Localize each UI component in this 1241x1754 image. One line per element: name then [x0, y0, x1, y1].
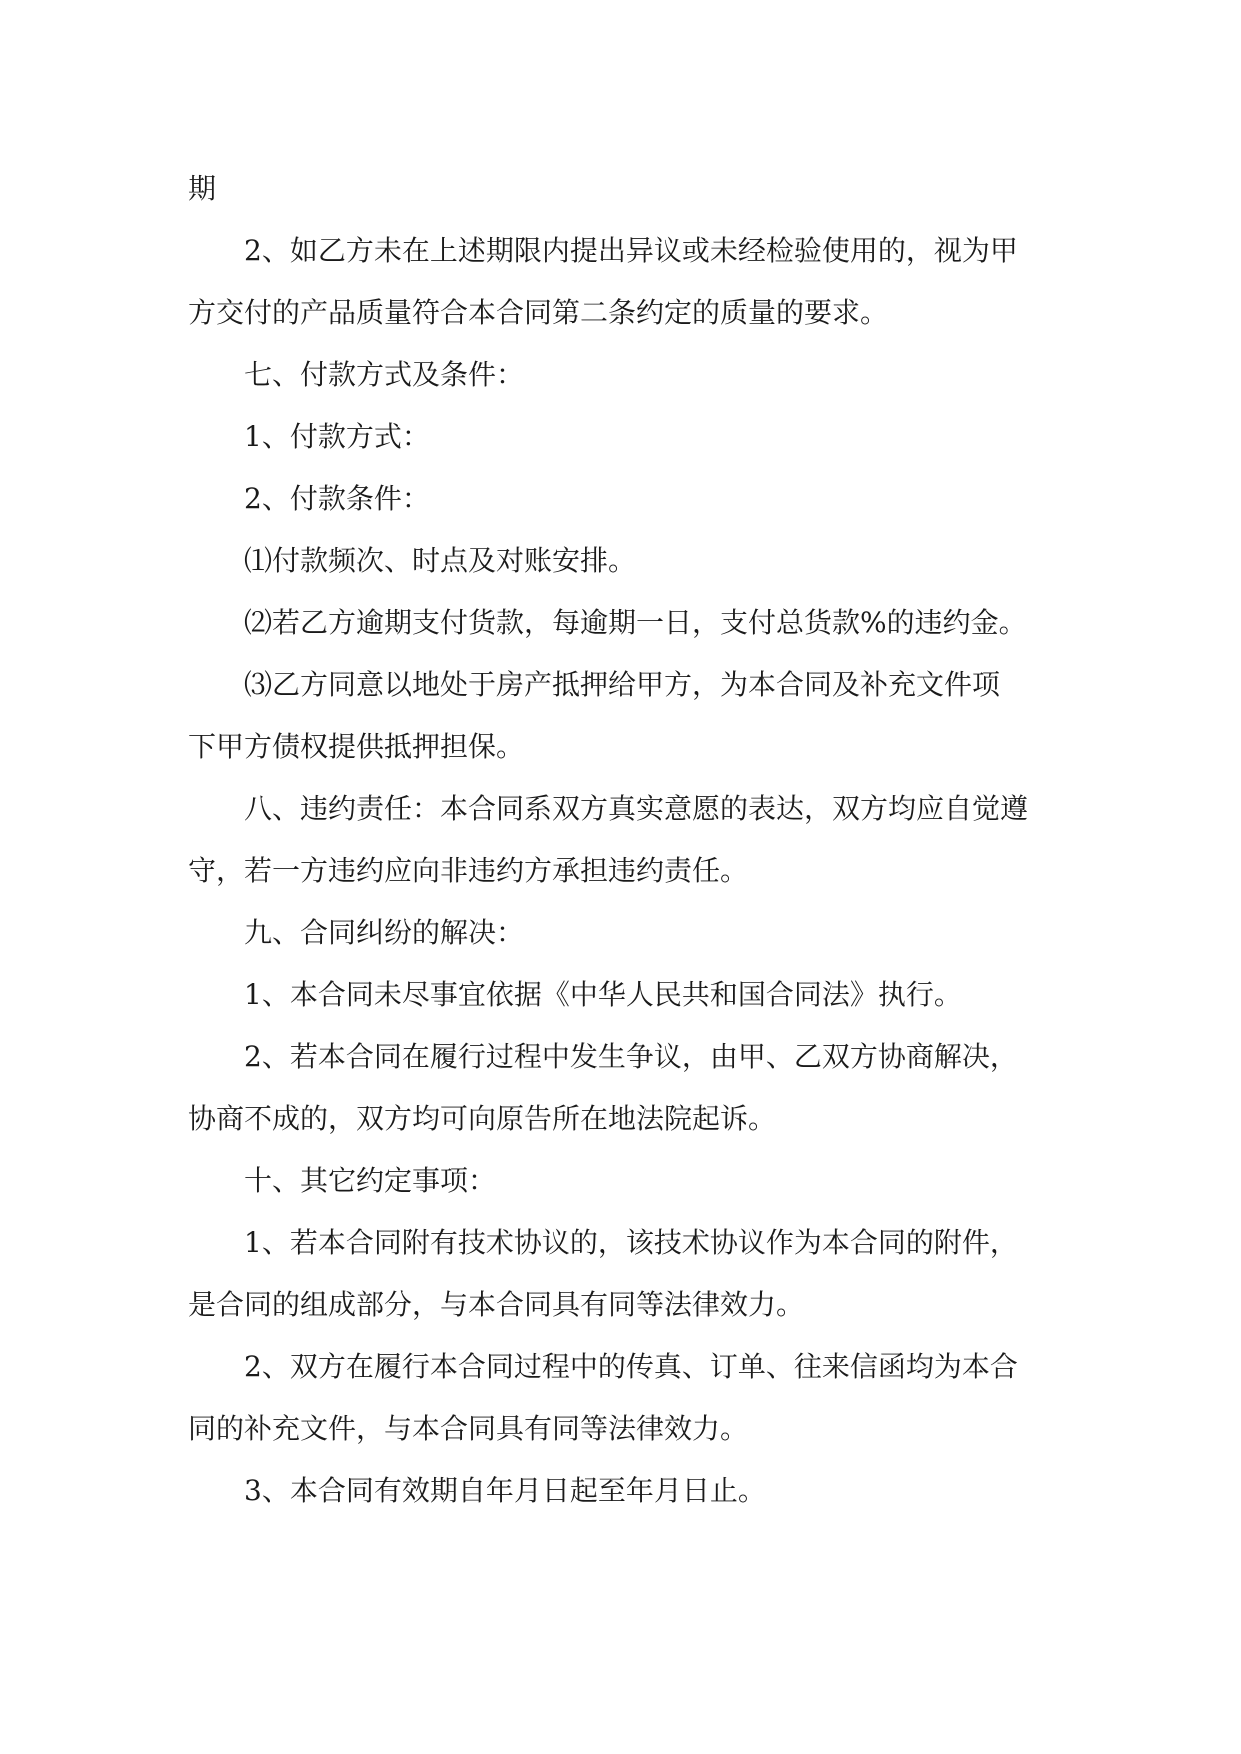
- section-8-cont: 守，若一方违约应向非违约方承担违约责任。: [188, 854, 749, 887]
- clause-9-item-1: 1、本合同未尽事宜依据《中华人民共和国合同法》执行。: [244, 978, 962, 1011]
- clause-10-item-2-cont: 同的补充文件，与本合同具有同等法律效力。: [188, 1412, 749, 1445]
- clause-7-sub-1: ⑴付款频次、时点及对账安排。: [244, 544, 637, 577]
- clause-6-item-2: 2、如乙方未在上述期限内提出异议或未经检验使用的，视为甲: [244, 234, 1018, 267]
- clause-10-item-2: 2、双方在履行本合同过程中的传真、订单、往来信函均为本合: [244, 1350, 1018, 1383]
- section-9-heading: 九、合同纠纷的解决：: [244, 916, 525, 949]
- contract-body-text: [188, 158, 1068, 1522]
- clause-6-item-2-cont: 方交付的产品质量符合本合同第二条约定的质量的要求。: [188, 296, 889, 329]
- section-8-heading: 八、违约责任：本合同系双方真实意愿的表达，双方均应自觉遵: [244, 792, 1029, 825]
- clause-7-item-2: 2、付款条件：: [244, 482, 430, 515]
- section-10-heading: 十、其它约定事项：: [244, 1164, 497, 1197]
- clause-10-item-1: 1、若本合同附有技术协议的，该技术协议作为本合同的附件，: [244, 1226, 1018, 1259]
- clause-9-item-2: 2、若本合同在履行过程中发生争议，由甲、乙双方协商解决，: [244, 1040, 1018, 1073]
- clause-7-sub-3-cont: 下甲方债权提供抵押担保。: [188, 730, 525, 763]
- clause-10-item-1-cont: 是合同的组成部分，与本合同具有同等法律效力。: [188, 1288, 805, 1321]
- clause-9-item-2-cont: 协商不成的，双方均可向原告所在地法院起诉。: [188, 1102, 777, 1135]
- text-line-continuation: 期: [188, 172, 217, 205]
- clause-7-sub-2: ⑵若乙方逾期支付货款，每逾期一日，支付总货款%的违约金。: [244, 606, 1027, 639]
- clause-10-item-3: 3、本合同有效期自年月日起至年月日止。: [244, 1474, 766, 1507]
- clause-7-sub-3: ⑶乙方同意以地处于房产抵押给甲方，为本合同及补充文件项: [244, 668, 1001, 701]
- section-7-heading: 七、付款方式及条件：: [244, 358, 525, 391]
- clause-7-item-1: 1、付款方式：: [244, 420, 430, 453]
